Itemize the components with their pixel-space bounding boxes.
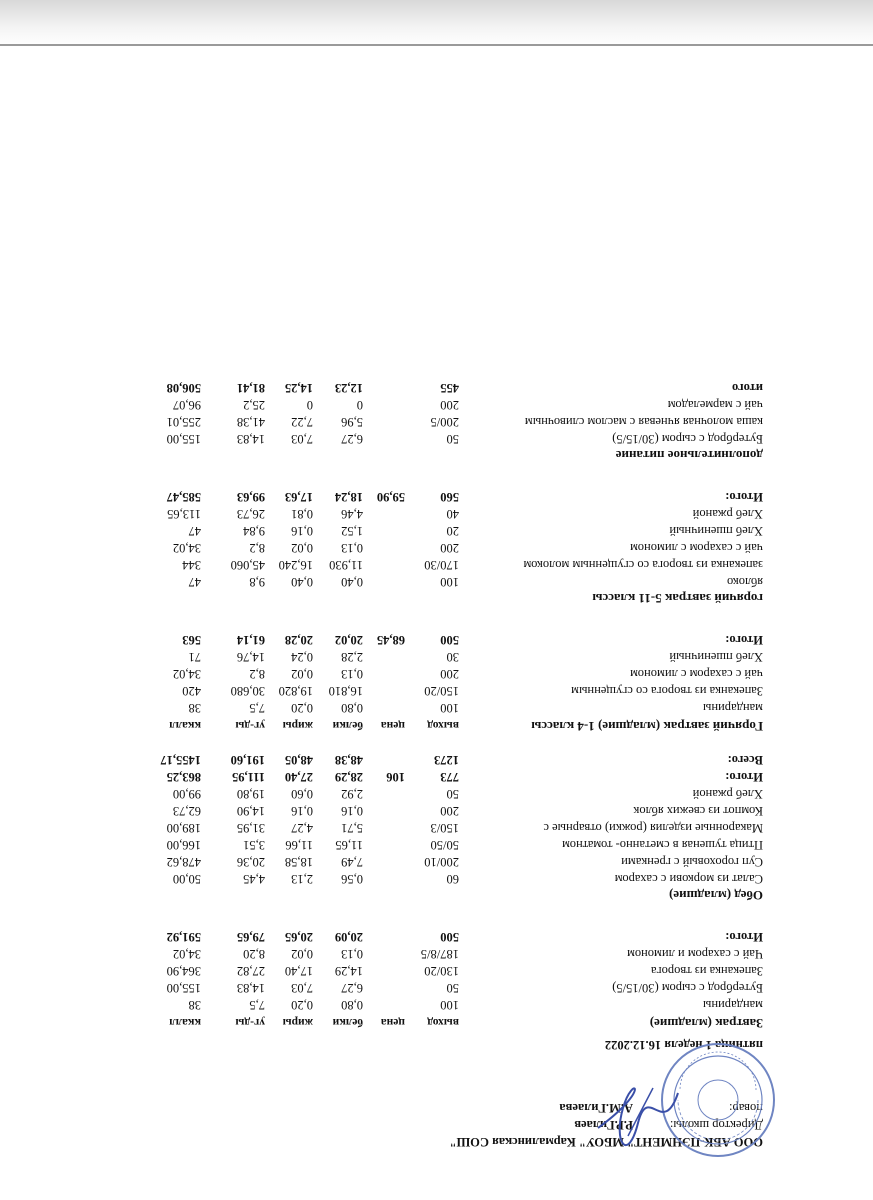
cell-out: 30 (446, 650, 459, 664)
cell-fat: 11,66 (285, 838, 313, 852)
cell-prot: 2,92 (341, 787, 363, 801)
cell-carb: 14,76 (236, 650, 265, 664)
col-fat: жиры (282, 719, 313, 731)
cell-fat: 0,16 (291, 804, 313, 818)
cell-fat: 0,81 (291, 507, 313, 521)
cell-prot: 12,23 (334, 381, 363, 395)
cell-fat: 7,03 (291, 432, 313, 446)
cell-fat: 4,27 (291, 821, 313, 835)
cell-prot: 28,29 (334, 770, 363, 784)
section-title: дополнительное питание (615, 448, 763, 463)
cell-out: 40 (446, 507, 459, 521)
cell-prot: 18,24 (334, 490, 363, 504)
cell-carb: 14,83 (236, 432, 265, 446)
item-name: Хлеб ржаной (692, 787, 763, 801)
cell-fat: 0,20 (291, 998, 313, 1012)
menu-row (113, 996, 763, 1013)
menu-rows (113, 648, 763, 716)
item-name: Бутерброд с сыром (30/15/5) (612, 981, 763, 995)
menu-row (113, 802, 763, 819)
cell-kcal: 47 (188, 524, 201, 538)
cell-carb: 31,95 (236, 821, 265, 835)
cell-out: 200 (440, 804, 459, 818)
menu-row (113, 870, 763, 887)
cell-fat: 0,02 (291, 667, 313, 681)
item-name: Компот из свежих яблок (633, 804, 763, 818)
cell-prot: 16,810 (328, 684, 363, 698)
item-name: Салат из моркови с сахаром (614, 872, 763, 886)
col-price: цена (380, 719, 405, 731)
menu-row (113, 413, 763, 430)
menu-row (113, 785, 763, 802)
cell-carb: 79,65 (236, 930, 265, 944)
menu-rows (113, 505, 763, 590)
col-out: выход (427, 1016, 459, 1028)
cell-fat: 0,16 (291, 524, 313, 538)
cell-prot: 0,13 (341, 541, 363, 555)
cell-kcal: 478,62 (166, 855, 201, 869)
menu-row (113, 962, 763, 979)
cell-kcal: 155,00 (166, 981, 201, 995)
col-price: цена (380, 1016, 405, 1028)
menu-row (113, 665, 763, 682)
item-name: Хлеб пшеничный (669, 650, 763, 664)
cell-fat: 7,22 (291, 415, 313, 429)
menu-row (113, 522, 763, 539)
director-label: Директор школы: (669, 1118, 763, 1132)
cell-out: 150/20 (424, 684, 459, 698)
cell-kcal: 420 (182, 684, 201, 698)
cell-carb: 8,2 (249, 541, 265, 555)
col-carb: уг-ды (235, 1016, 265, 1028)
cell-fat: 0,40 (291, 575, 313, 589)
col-prot: белки (332, 719, 363, 731)
cell-carb: 25,2 (243, 398, 265, 412)
cell-fat: 0,20 (291, 701, 313, 715)
menu-row (113, 648, 763, 665)
cell-kcal: 99,00 (172, 787, 201, 801)
item-name: Хлеб ржаной (692, 507, 763, 521)
approval-header (113, 1055, 763, 1150)
cell-carb: 20,36 (236, 855, 265, 869)
cell-kcal: 1455,17 (160, 753, 201, 767)
cell-out: 200 (440, 398, 459, 412)
cell-carb: 7,5 (249, 998, 265, 1012)
total-row (113, 379, 763, 396)
cell-price: 59,90 (376, 490, 405, 504)
item-name: мандарины (703, 998, 763, 1012)
item-name: Итого: (725, 633, 763, 647)
cell-fat: 7,03 (291, 981, 313, 995)
col-fat: жиры (282, 1016, 313, 1028)
cell-carb: 30,680 (230, 684, 265, 698)
cell-kcal: 506,08 (166, 381, 201, 395)
item-name: Запеканка из творога со сгущенным (571, 684, 763, 698)
cell-out: 200/10 (424, 855, 459, 869)
item-name: запеканка из творога со сгущенным молоком (523, 558, 763, 572)
cell-prot: 6,27 (341, 981, 363, 995)
cell-kcal: 47 (188, 575, 201, 589)
total-row (113, 631, 763, 648)
cell-out: 200 (440, 541, 459, 555)
cell-carb: 45,060 (230, 558, 265, 572)
cell-kcal: 38 (188, 701, 201, 715)
cook-name: А.М.Гилаева (559, 1101, 633, 1115)
col-prot: белки (332, 1016, 363, 1028)
cell-carb: 14,83 (236, 981, 265, 995)
cell-fat: 20,65 (284, 930, 313, 944)
cell-prot: 5,96 (341, 415, 363, 429)
cell-fat: 19,820 (278, 684, 313, 698)
cell-carb: 8,2 (249, 667, 265, 681)
cell-fat: 2,13 (291, 872, 313, 886)
cook-label: повар: (729, 1101, 763, 1115)
cell-prot: 0,80 (341, 998, 363, 1012)
item-name: Всего: (727, 753, 763, 767)
cell-carb: 41,38 (236, 415, 265, 429)
menu-page (113, 379, 763, 1150)
cell-out: 500 (440, 930, 459, 944)
cell-carb: 26,73 (236, 507, 265, 521)
cell-out: 100 (440, 575, 459, 589)
cell-kcal: 34,02 (172, 667, 201, 681)
cell-fat: 0,60 (291, 787, 313, 801)
item-name: Суп гороховый с гренками (621, 855, 763, 869)
menu-row (113, 979, 763, 996)
cell-out: 50 (446, 981, 459, 995)
menu-rows (113, 785, 763, 887)
cell-out: 50/50 (430, 838, 459, 852)
day-title: пятница 1 неделя 16.12.2022 (604, 1038, 763, 1052)
menu-row (113, 573, 763, 590)
cell-kcal: 62,73 (172, 804, 201, 818)
cell-prot: 1,52 (341, 524, 363, 538)
cell-kcal: 34,02 (172, 947, 201, 961)
cell-kcal: 585,47 (166, 490, 201, 504)
cell-kcal: 563 (182, 633, 201, 647)
cell-kcal: 155,00 (166, 432, 201, 446)
item-name: Чай с сахаром и лимоном (627, 947, 763, 961)
cell-fat: 16,240 (278, 558, 313, 572)
cell-carb: 14,90 (236, 804, 265, 818)
cell-prot: 5,71 (341, 821, 363, 835)
item-name: Хлеб пшеничный (669, 524, 763, 538)
cell-kcal: 96,07 (172, 398, 201, 412)
cell-carb: 7,5 (249, 701, 265, 715)
cell-out: 187/8/5 (420, 947, 459, 961)
total-row (113, 488, 763, 505)
cell-carb: 191,60 (230, 753, 265, 767)
cell-kcal: 344 (182, 558, 201, 572)
cell-kcal: 50,00 (172, 872, 201, 886)
cell-prot: 0,13 (341, 947, 363, 961)
cell-prot: 48,38 (334, 753, 363, 767)
col-out: выход (427, 719, 459, 731)
item-name: чай с сахаром с лимоном (630, 541, 763, 555)
cell-out: 100 (440, 701, 459, 715)
cell-prot: 6,27 (341, 432, 363, 446)
cell-out: 20 (446, 524, 459, 538)
cell-prot: 11,930 (329, 558, 363, 572)
director-name: Р.Р.Гилаев (574, 1118, 633, 1132)
menu-row (113, 430, 763, 447)
menu-row (113, 853, 763, 870)
cell-out: 455 (440, 381, 459, 395)
section-title: Обед (младшие) (669, 888, 763, 903)
cell-prot: 0,56 (341, 872, 363, 886)
cell-fat: 27,40 (284, 770, 313, 784)
director-signature (593, 1078, 683, 1148)
item-name: Итого: (725, 770, 763, 784)
cell-kcal: 863,25 (166, 770, 201, 784)
item-name: чай с мармеладом (667, 398, 763, 412)
cell-carb: 61,14 (236, 633, 265, 647)
item-name: Итого: (725, 490, 763, 504)
cell-kcal: 38 (188, 998, 201, 1012)
cell-prot: 11,65 (335, 838, 363, 852)
item-name: Макаронные изделия (рожки) отварные с (543, 821, 763, 835)
cell-fat: 0,24 (291, 650, 313, 664)
cell-kcal: 591,92 (166, 930, 201, 944)
menu-row (113, 682, 763, 699)
cell-kcal: 364,90 (166, 964, 201, 978)
item-name: каша молочная ячневая с маслом сливочным (524, 415, 763, 429)
cell-prot: 20,02 (334, 633, 363, 647)
section-title: Горячий завтрак (младшие) 1-4 классы (531, 719, 763, 734)
cell-carb: 81,41 (236, 381, 265, 395)
cell-prot: 14,29 (334, 964, 363, 978)
cell-carb: 9,8 (249, 575, 265, 589)
cell-fat: 20,28 (284, 633, 313, 647)
cell-out: 200 (440, 667, 459, 681)
cell-out: 200/5 (430, 415, 459, 429)
cell-price: 68,45 (376, 633, 405, 647)
section-header-row (113, 716, 763, 735)
cell-fat: 18,58 (284, 855, 313, 869)
menu-row (113, 699, 763, 716)
cell-kcal: 166,00 (166, 838, 201, 852)
cell-carb: 27,82 (236, 964, 265, 978)
cell-carb: 99,63 (236, 490, 265, 504)
cell-prot: 7,49 (341, 855, 363, 869)
menu-row (113, 505, 763, 522)
cell-kcal: 71 (188, 650, 201, 664)
cell-kcal: 34,02 (172, 541, 201, 555)
col-kcal: ккалл (169, 719, 201, 731)
cell-out: 170/30 (424, 558, 459, 572)
cell-out: 560 (440, 490, 459, 504)
menu-row (113, 556, 763, 573)
cell-carb: 111,95 (232, 770, 265, 784)
cell-fat: 48,05 (284, 753, 313, 767)
cell-out: 60 (446, 872, 459, 886)
cell-prot: 0,80 (341, 701, 363, 715)
item-name: Бутерброд с сыром (30/15/5) (612, 432, 763, 446)
cell-out: 50 (446, 432, 459, 446)
total-row (113, 928, 763, 945)
item-name: чай с сахаром с лимоном (630, 667, 763, 681)
cell-out: 500 (440, 633, 459, 647)
total-row (113, 768, 763, 785)
cell-prot: 2,28 (341, 650, 363, 664)
cell-out: 50 (446, 787, 459, 801)
section-header-row (113, 1013, 763, 1032)
cell-kcal: 255,01 (166, 415, 201, 429)
cell-prot: 0,16 (341, 804, 363, 818)
cell-prot: 0,13 (341, 667, 363, 681)
cell-carb: 4,45 (243, 872, 265, 886)
cell-prot: 4,46 (341, 507, 363, 521)
cell-fat: 14,25 (284, 381, 313, 395)
menu-rows (113, 396, 763, 447)
section-title: горячий завтрак 5-11 классы (592, 591, 763, 606)
item-name: итого (731, 381, 763, 395)
cell-out: 130/20 (424, 964, 459, 978)
cell-carb: 8,20 (243, 947, 265, 961)
section-title: Завтрак (младшие) (649, 1016, 763, 1031)
menu-row (113, 836, 763, 853)
menu-rows (113, 945, 763, 1013)
menu-row (113, 819, 763, 836)
cell-prot: 0,40 (341, 575, 363, 589)
cell-kcal: 113,65 (167, 507, 201, 521)
cell-out: 1273 (434, 753, 459, 767)
col-kcal: ккалл (169, 1016, 201, 1028)
cell-fat: 0,02 (291, 947, 313, 961)
cell-carb: 3,51 (243, 838, 265, 852)
menu-row (113, 539, 763, 556)
cell-fat: 17,40 (284, 964, 313, 978)
grand-total-row (113, 751, 763, 768)
cell-fat: 0 (306, 398, 313, 412)
cell-fat: 17,63 (284, 490, 313, 504)
cell-price: 106 (386, 770, 405, 784)
col-carb: уг-ды (235, 719, 265, 731)
cell-out: 150/3 (430, 821, 459, 835)
menu-row (113, 396, 763, 413)
item-name: Птица тушеная в сметанно- томатном (562, 838, 763, 852)
item-name: мандарины (703, 701, 763, 715)
menu-row (113, 945, 763, 962)
cell-carb: 9,84 (243, 524, 265, 538)
item-name: Запеканка из творога (650, 964, 763, 978)
organization-line: ООО АБК-ПЭНМЕНТ" МБОУ" Кармалинская СОШ" (449, 1135, 763, 1149)
cell-out: 100 (440, 998, 459, 1012)
cell-out: 773 (440, 770, 459, 784)
item-name: яблоко (727, 575, 763, 589)
cell-fat: 0,02 (291, 541, 313, 555)
cell-prot: 0 (356, 398, 363, 412)
cell-kcal: 189,00 (166, 821, 201, 835)
item-name: Итого: (725, 930, 763, 944)
cell-prot: 20,09 (334, 930, 363, 944)
cell-carb: 19,80 (236, 787, 265, 801)
